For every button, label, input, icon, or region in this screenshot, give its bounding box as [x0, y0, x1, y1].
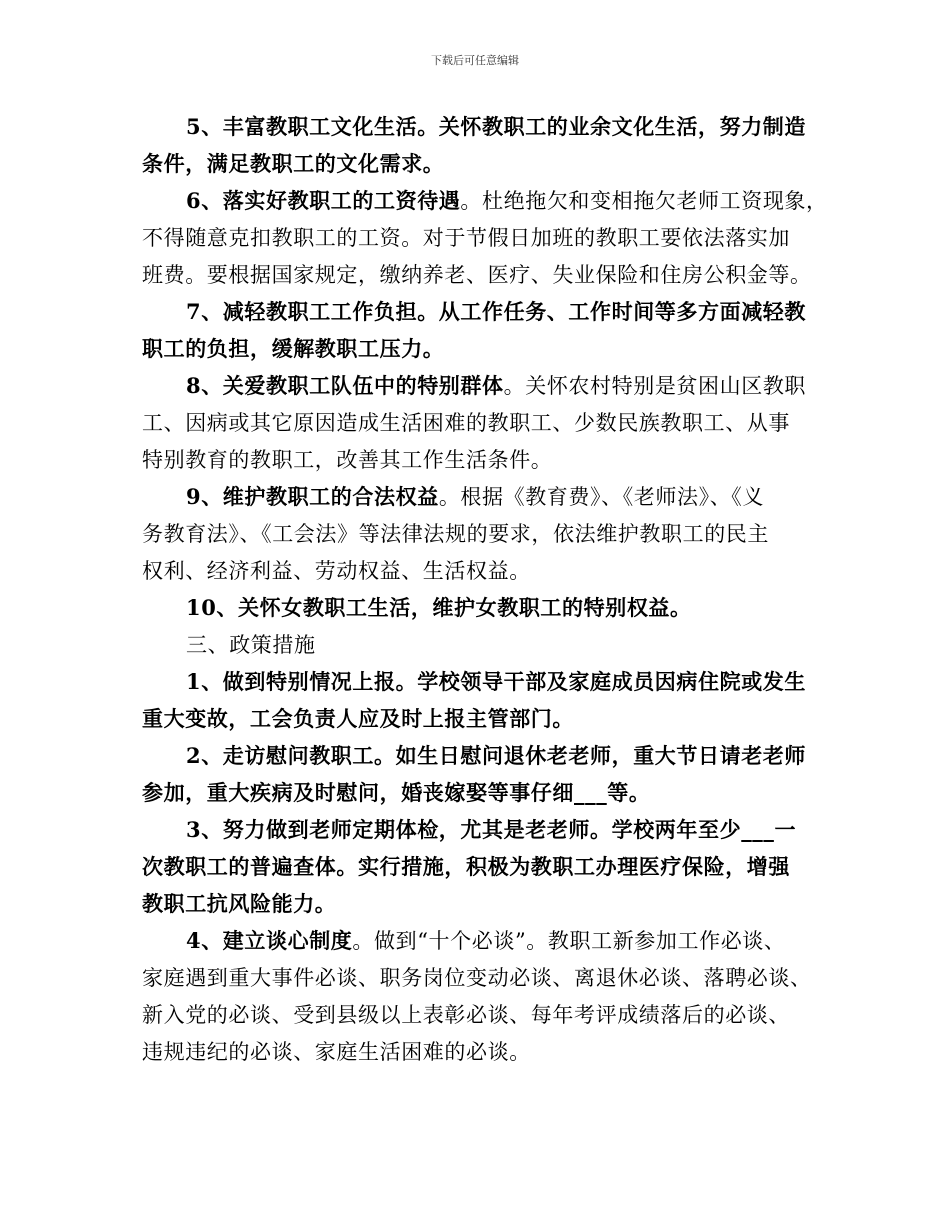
normal-text: 。关怀农村特别是贫困山区教职 [503, 374, 807, 398]
bold-text: 次教职工的普遍查体。实行措施，积极为教职工办理医疗保险，增强 [142, 854, 790, 879]
bold-text: 教职工抗风险能力。 [142, 891, 337, 916]
paragraph-line [142, 959, 827, 996]
paragraph-line [142, 367, 827, 404]
bold-text: 3、努力做到老师定期体检，尤其是老老师。学校两年至少___一 [186, 817, 797, 842]
paragraph-line [142, 885, 827, 922]
normal-text: 工、因病或其它原因造成生活困难的教职工、少数民族教职工、从事 [142, 411, 790, 435]
paragraph-line [142, 182, 827, 219]
paragraph-line [142, 552, 827, 589]
paragraph-line [142, 515, 827, 552]
paragraph-line [142, 922, 827, 959]
paragraph-line [142, 848, 827, 885]
bold-text: 5、丰富教职工文化生活。关怀教职工的业余文化生活，努力制造 [186, 114, 807, 139]
bold-text: 条件，满足教职工的文化需求。 [142, 151, 445, 176]
bold-text: 10、关怀女教职工生活，维护女教职工的特别权益。 [186, 595, 692, 620]
bold-text: 7、减轻教职工工作负担。从工作任务、工作时间等多方面减轻教 [186, 299, 807, 324]
bold-text: 2、走访慰问教职工。如生日慰问退休老老师，重大节日请老老师 [186, 743, 807, 768]
normal-text: 违规违纪的必谈、家庭生活困难的必谈。 [142, 1040, 531, 1064]
document-body [142, 108, 827, 1070]
page-header: 下载后可任意编辑 [431, 54, 519, 67]
normal-text: 权利、经济利益、劳动权益、生活权益。 [142, 559, 531, 583]
paragraph-line [142, 700, 827, 737]
bold-text: 6、落实好教职工的工资待遇 [186, 188, 461, 213]
bold-text: 重大变故，工会负责人应及时上报主管部门。 [142, 706, 574, 731]
normal-text: 班费。要根据国家规定，缴纳养老、医疗、失业保险和住房公积金等。 [142, 263, 812, 287]
normal-text: 务教育法》、《工会法》等法律法规的要求，依法维护教职工的民主 [142, 522, 769, 546]
paragraph-line [142, 404, 827, 441]
paragraph-line [142, 478, 827, 515]
bold-text: 1、做到特别情况上报。学校领导干部及家庭成员因病住院或发生 [186, 669, 807, 694]
paragraph-line [142, 663, 827, 700]
paragraph-line [142, 330, 827, 367]
bold-text: 参加，重大疾病及时慰问，婚丧嫁娶等事仔细___等。 [142, 780, 651, 805]
normal-text: 。做到“十个必谈”。教职工新参加工作必谈、 [352, 929, 786, 953]
paragraph-line [142, 145, 827, 182]
paragraph-line [142, 108, 827, 145]
normal-text: 新入党的必谈、受到县级以上表彰必谈、每年考评成绩落后的必谈、 [142, 1003, 790, 1027]
paragraph-line [142, 441, 827, 478]
paragraph-line [142, 293, 827, 330]
normal-text: 家庭遇到重大事件必谈、职务岗位变动必谈、离退休必谈、落聘必谈、 [142, 966, 812, 990]
paragraph-line [142, 219, 827, 256]
paragraph-line [142, 774, 827, 811]
bold-text: 8、关爱教职工队伍中的特别群体 [186, 373, 504, 398]
paragraph-line [142, 737, 827, 774]
paragraph-line [142, 811, 827, 848]
bold-text: 4、建立谈心制度 [186, 928, 353, 953]
bold-text: 职工的负担，缓解教职工压力。 [142, 336, 445, 361]
normal-text: 。根据《教育费》、《老师法》、《义 [438, 485, 765, 509]
paragraph-line [142, 996, 827, 1033]
paragraph-line [142, 1033, 827, 1070]
normal-text: 不得随意克扣教职工的工资。对于节假日加班的教职工要依法落实加 [142, 226, 790, 250]
normal-text: 特别教育的教职工，改善其工作生活条件。 [142, 448, 553, 472]
bold-text: 9、维护教职工的合法权益 [186, 484, 439, 509]
normal-text: 。杜绝拖欠和变相拖欠老师工资现象， [460, 189, 828, 213]
paragraph-line [142, 589, 827, 626]
section-heading [142, 626, 827, 663]
normal-text: 三、政策措施 [186, 633, 316, 657]
paragraph-line [142, 256, 827, 293]
